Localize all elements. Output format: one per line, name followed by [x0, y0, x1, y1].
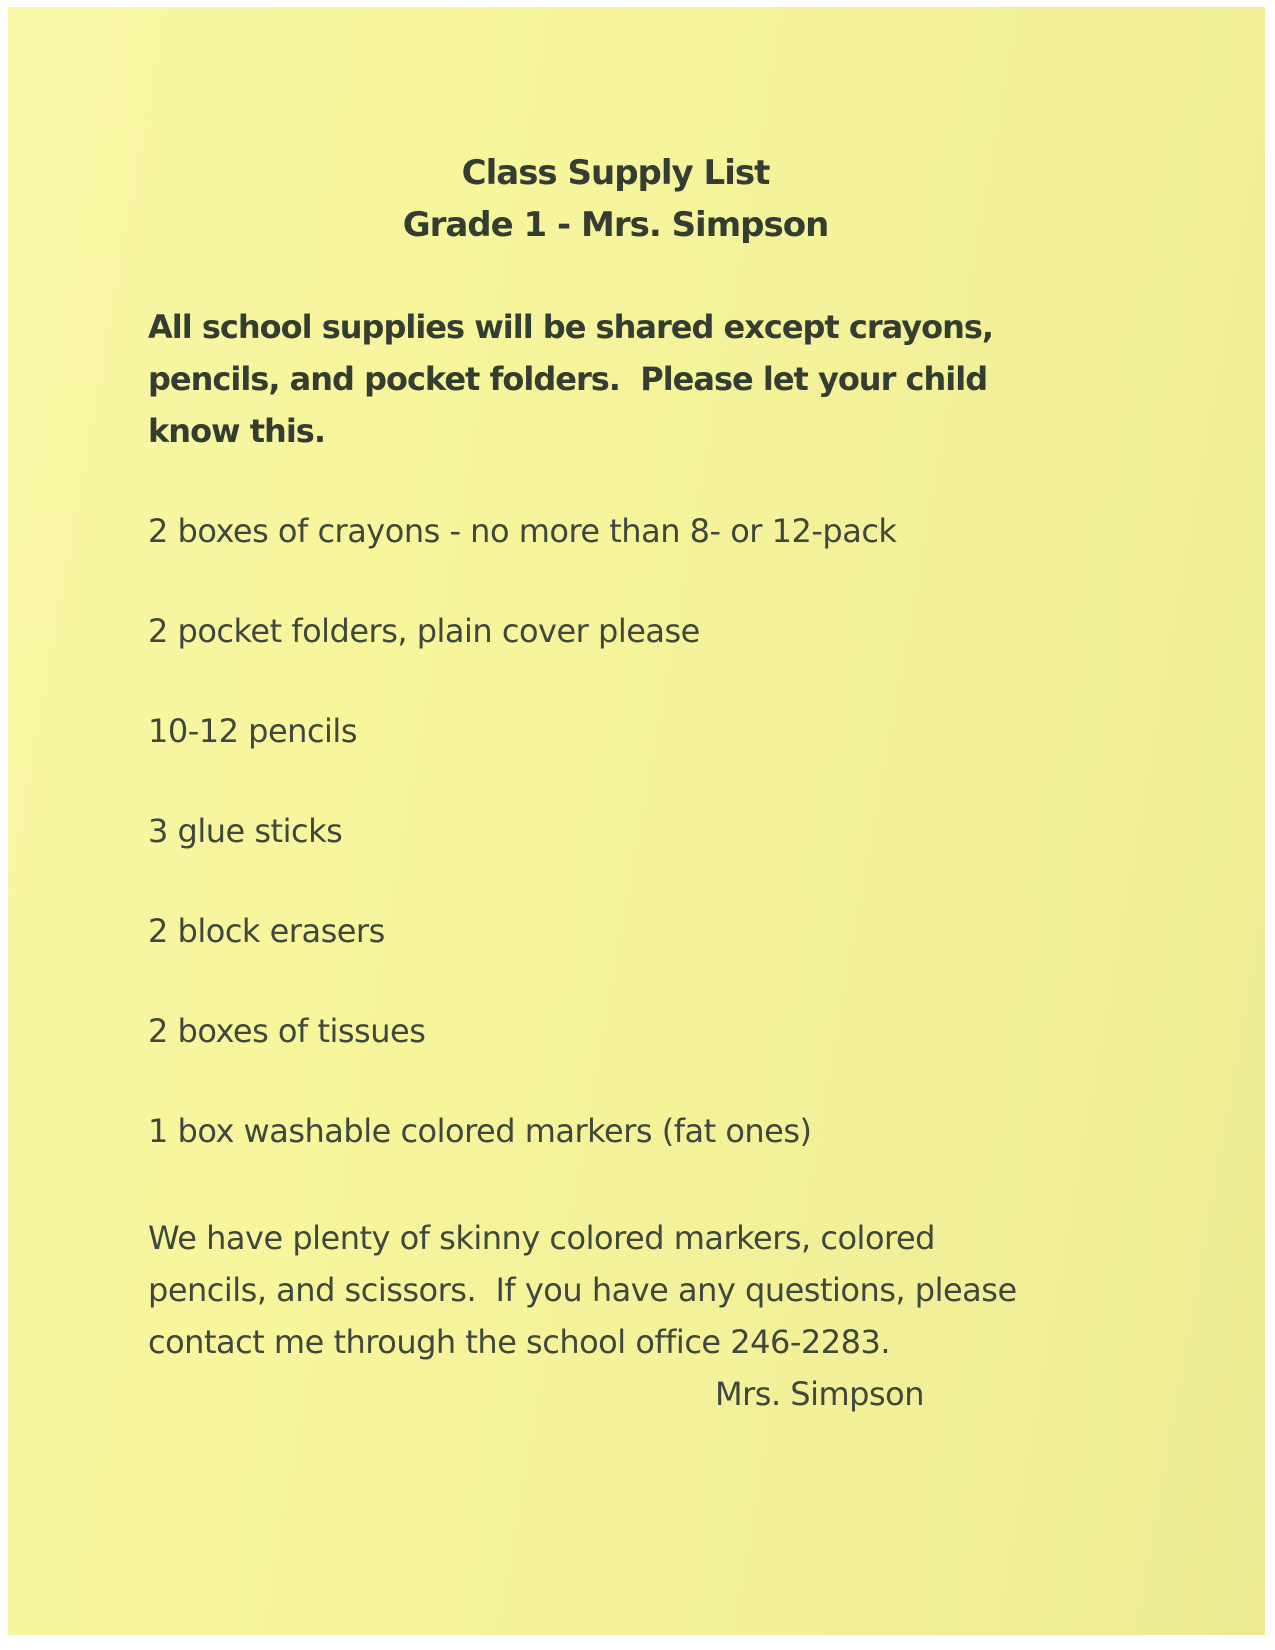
closing-paragraph	[148, 1212, 1083, 1368]
supply-item-markers: 1 box washable colored markers (fat ones)	[148, 1112, 812, 1150]
closing-line: contact me through the school office 246-2283.	[148, 1323, 890, 1361]
intro-line: know this.	[148, 412, 325, 450]
supply-item-block-erasers: 2 block erasers	[148, 912, 385, 950]
supply-items-list	[148, 505, 1083, 1157]
closing-line: pencils, and scissors. If you have any questions, please	[148, 1271, 1017, 1309]
supply-list-document	[148, 7, 1083, 1420]
supply-item-crayons: 2 boxes of crayons - no more than 8- or 12-pack	[148, 512, 897, 550]
closing-line: We have plenty of skinny colored markers, colored	[148, 1219, 935, 1257]
scanned-paper	[8, 7, 1265, 1635]
title-line-1: Class Supply List	[461, 153, 770, 193]
supply-item-glue-sticks: 3 glue sticks	[148, 812, 343, 850]
document-title	[148, 147, 1083, 251]
signature: Mrs. Simpson	[715, 1375, 924, 1413]
title-line-2: Grade 1 - Mrs. Simpson	[402, 205, 829, 245]
intro-paragraph	[148, 301, 1083, 457]
intro-line: pencils, and pocket folders. Please let your child	[148, 360, 988, 398]
supply-item-tissues: 2 boxes of tissues	[148, 1012, 426, 1050]
supply-item-pocket-folders: 2 pocket folders, plain cover please	[148, 612, 700, 650]
supply-item-pencils: 10-12 pencils	[148, 712, 357, 750]
intro-line: All school supplies will be shared except crayons,	[148, 308, 994, 346]
